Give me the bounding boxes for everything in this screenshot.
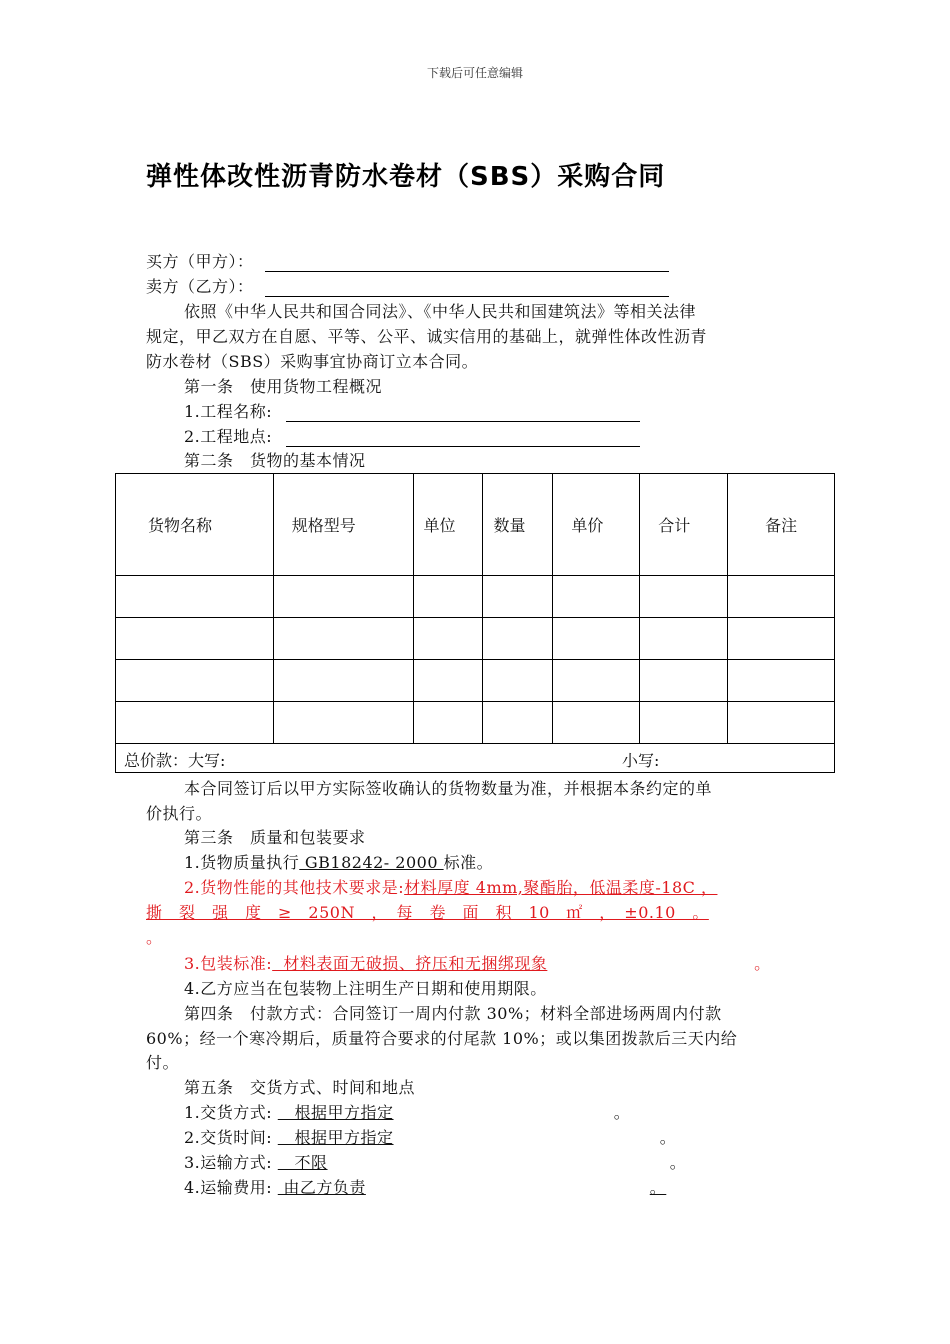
delivery-method-label: 1.交货方式:	[184, 1103, 273, 1122]
article4-line-2: 60%；经一个寒冷期后，质量符合要求的付尾款 10%；或以集团拨款后三天内给	[146, 1029, 738, 1048]
project-location-label: 2.工程地点:	[184, 427, 273, 446]
header-spec-model: 规格型号	[273, 474, 413, 576]
packaging-standard-value: 材料表面无破损、挤压和无捆绑现象	[272, 954, 548, 973]
article2-note-line-1: 本合同签订后以甲方实际签收确认的货物数量为准，并根据本条约定的单	[184, 779, 713, 798]
seller-field[interactable]	[265, 278, 669, 297]
tech-requirement-value-2: 撕 裂 强 度 ≥ 250N ， 每 卷 面 积 10 ㎡ ， ±0.10 。	[146, 903, 709, 922]
header-note: 下载后可任意编辑	[426, 66, 523, 80]
header-total: 合计	[640, 474, 728, 576]
tech-requirement-value-1: 材料厚度 4mm,聚酯胎，低温柔度-18C ，	[404, 878, 718, 897]
table-cell[interactable]	[273, 660, 413, 702]
tech-requirement-line-1	[184, 878, 717, 898]
header-quantity: 数量	[483, 474, 553, 576]
table-cell[interactable]	[116, 576, 274, 618]
table-cell[interactable]	[728, 576, 835, 618]
goods-table	[115, 473, 835, 773]
table-cell[interactable]	[483, 618, 553, 660]
article4-line-1: 第四条 付款方式：合同签订一周内付款 30%；材料全部进场两周内付款	[184, 1004, 722, 1023]
delivery-time-value: 根据甲方指定	[277, 1128, 394, 1147]
table-cell[interactable]	[116, 660, 274, 702]
total-amount-words-label: 总价款：大写:	[124, 751, 226, 770]
transport-method-line	[184, 1153, 686, 1173]
project-name-label: 1.工程名称:	[184, 402, 273, 421]
intro-line-2: 规定，甲乙双方在自愿、平等、公平、诚实信用的基础上，就弹性体改性沥青	[146, 327, 708, 346]
quality-standard-value: GB18242- 2000	[299, 853, 444, 872]
table-cell[interactable]	[640, 702, 728, 744]
header-goods-name: 货物名称	[116, 474, 274, 576]
packaging-standard-line	[184, 954, 771, 974]
packaging-standard-end: 。	[754, 954, 771, 973]
table-cell[interactable]	[413, 576, 483, 618]
packaging-standard-label: 3.包装标准:	[184, 954, 273, 973]
total-amount-figures-label: 小写:	[622, 751, 660, 770]
table-cell[interactable]	[728, 660, 835, 702]
transport-method-value: 不限	[277, 1153, 328, 1172]
article2-heading: 第二条 货物的基本情况	[184, 451, 366, 470]
quality-standard-line	[184, 853, 493, 873]
table-cell[interactable]	[728, 618, 835, 660]
table-total-row	[116, 744, 835, 773]
transport-fee-value: 由乙方负责	[277, 1178, 366, 1197]
delivery-method-value: 根据甲方指定	[277, 1103, 394, 1122]
transport-method-label: 3.运输方式:	[184, 1153, 273, 1172]
transport-fee-label: 4.运输费用:	[184, 1178, 273, 1197]
article1-heading: 第一条 使用货物工程概况	[184, 377, 383, 396]
table-cell[interactable]	[553, 576, 640, 618]
project-name-field[interactable]	[286, 403, 640, 422]
table-cell[interactable]	[413, 702, 483, 744]
table-header-row	[116, 474, 835, 576]
contract-title: 弹性体改性沥青防水卷材（SBS）采购合同	[146, 162, 666, 192]
table-row	[116, 702, 835, 744]
article2-note-line-2: 价执行。	[146, 804, 213, 823]
table-cell[interactable]	[273, 702, 413, 744]
table-cell[interactable]	[728, 702, 835, 744]
table-cell[interactable]	[116, 702, 274, 744]
header-remark: 备注	[728, 474, 835, 576]
delivery-method-end: 。	[613, 1103, 631, 1122]
table-cell[interactable]	[640, 576, 728, 618]
article5-heading: 第五条 交货方式、时间和地点	[184, 1078, 416, 1097]
transport-fee-end: 。	[649, 1178, 667, 1197]
article4-line-3: 付。	[146, 1053, 180, 1072]
tech-requirement-end: 。	[146, 928, 163, 947]
header-unit: 单位	[413, 474, 483, 576]
table-cell[interactable]	[483, 702, 553, 744]
table-row	[116, 660, 835, 702]
project-location-field[interactable]	[286, 428, 640, 447]
table-cell[interactable]	[640, 660, 728, 702]
delivery-method-line	[184, 1103, 630, 1123]
table-cell[interactable]	[413, 618, 483, 660]
buyer-line	[146, 252, 669, 272]
project-name-line	[184, 402, 640, 422]
table-cell[interactable]	[116, 618, 274, 660]
packaging-marking-line: 4.乙方应当在包装物上注明生产日期和使用期限。	[184, 979, 547, 998]
total-price-cell[interactable]	[116, 744, 835, 773]
buyer-label: 买方（甲方）：	[146, 252, 254, 271]
table-cell[interactable]	[640, 618, 728, 660]
delivery-time-label: 2.交货时间:	[184, 1128, 273, 1147]
table-cell[interactable]	[483, 576, 553, 618]
seller-line	[146, 277, 669, 297]
quality-standard-suffix: 标准。	[443, 853, 494, 872]
seller-label: 卖方（乙方）：	[146, 277, 254, 296]
table-cell[interactable]	[553, 660, 640, 702]
table-cell[interactable]	[413, 660, 483, 702]
transport-method-end: 。	[669, 1153, 687, 1172]
tech-requirement-label: 2.货物性能的其他技术要求是:	[184, 878, 405, 897]
article3-heading: 第三条 质量和包装要求	[184, 828, 366, 847]
intro-line-3: 防水卷材（SBS）采购事宜协商订立本合同。	[146, 352, 479, 371]
table-cell[interactable]	[273, 576, 413, 618]
table-row	[116, 576, 835, 618]
table-cell[interactable]	[553, 618, 640, 660]
project-location-line	[184, 427, 640, 447]
tech-requirement-line-2	[146, 903, 709, 923]
table-row	[116, 618, 835, 660]
header-unit-price: 单价	[553, 474, 640, 576]
buyer-field[interactable]	[265, 253, 669, 272]
table-cell[interactable]	[553, 702, 640, 744]
quality-standard-label: 1.货物质量执行	[184, 853, 300, 872]
transport-fee-line	[184, 1178, 666, 1198]
table-cell[interactable]	[483, 660, 553, 702]
delivery-time-line	[184, 1128, 676, 1148]
delivery-time-end: 。	[659, 1128, 677, 1147]
intro-line-1: 依照《中华人民共和国合同法》、《中华人民共和国建筑法》等相关法律	[184, 302, 697, 321]
table-cell[interactable]	[273, 618, 413, 660]
